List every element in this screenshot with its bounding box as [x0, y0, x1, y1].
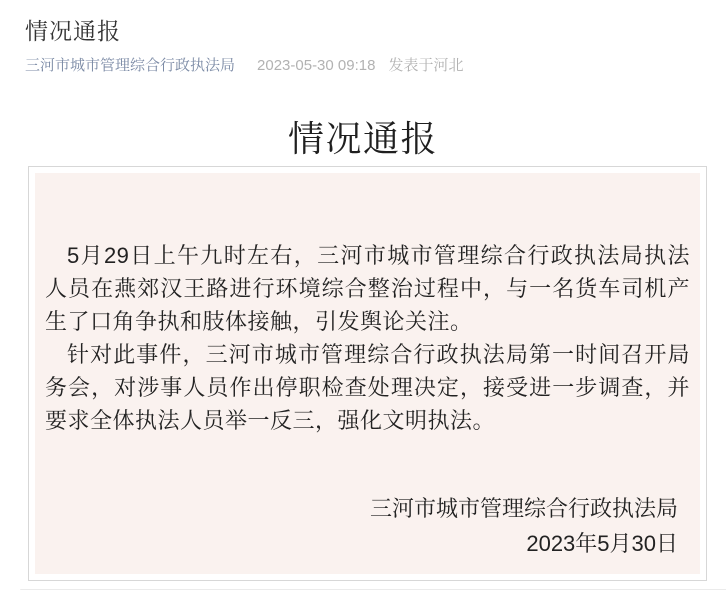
signature-name: 三河市城市管理综合行政执法局: [369, 496, 678, 521]
notice-paragraph: 5月29日上午九时左右，三河市城市管理综合行政执法局执法人员在燕郊汉王路进行环境综合整治过程中，与一名货车司机产生了口角争执和肢体接触，引发舆论关注。: [45, 243, 690, 334]
signature-date: 2023年5月30日: [526, 531, 678, 556]
notice-title: 情况通报: [287, 118, 438, 159]
notice-paragraph: 针对此事件，三河市城市管理综合行政执法局第一时间召开局务会，对涉事人员作出停职检查处理决定，接受进一步调查，并要求全体执法人员举一反三，强化文明执法。: [45, 342, 690, 433]
next-section-divider: [20, 589, 726, 590]
publish-location: 发表于河北: [388, 57, 464, 74]
publish-time: 2023-05-30 09:18: [257, 57, 376, 74]
signature-block: [45, 491, 690, 561]
notice-body: [35, 173, 700, 574]
article-meta: [25, 56, 701, 76]
article-header: [0, 0, 726, 76]
notice-box: [28, 166, 707, 581]
account-name-link[interactable]: 三河市城市管理综合行政执法局: [25, 57, 236, 74]
page-title: 情况通报: [25, 18, 121, 44]
